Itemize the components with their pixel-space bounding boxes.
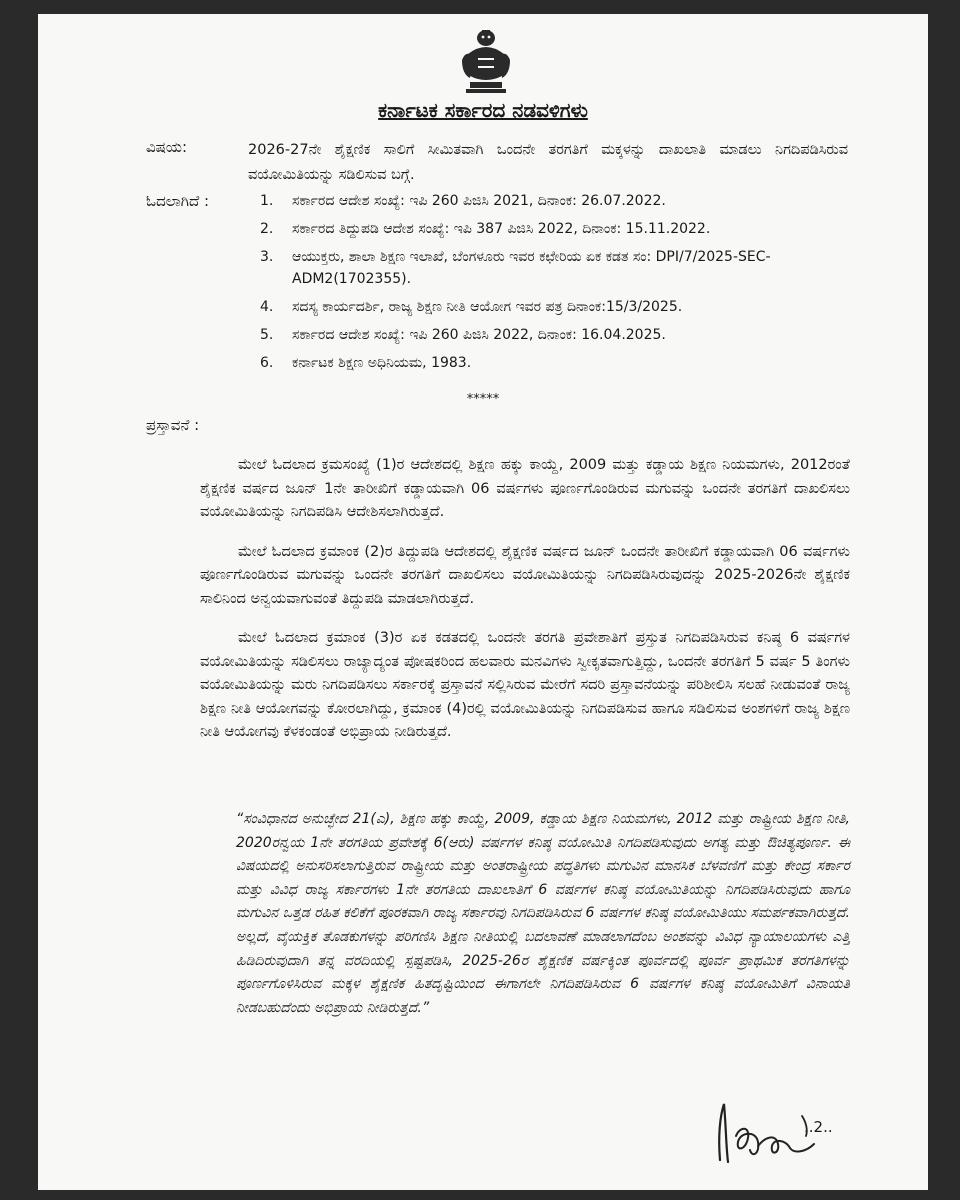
reference-number: 5. <box>260 327 274 343</box>
reference-number: 6. <box>260 355 274 371</box>
preamble-body <box>200 454 850 761</box>
karnataka-emblem-icon <box>456 26 516 96</box>
reference-text: ಕರ್ನಾಟಕ ಶಿಕ್ಷಣ ಅಧಿನಿಯಮ, 1983. <box>292 355 472 371</box>
reference-item <box>260 324 820 346</box>
reference-text: ಸದಸ್ಯ ಕಾರ್ಯದರ್ಶಿ, ರಾಜ್ಯ ಶಿಕ್ಷಣ ನೀತಿ ಆಯೋಗ ಇವರ ಪತ್ರ ದಿನಾಂಕ:15/3/2025. <box>292 299 683 315</box>
reference-text: ಸರ್ಕಾರದ ತಿದ್ದುಪಡಿ ಆದೇಶ ಸಂಖ್ಯೆ: ಇಪಿ 387 ಪಿಜಿಸಿ 2022, ದಿನಾಂಕ: 15.11.2022. <box>292 221 711 237</box>
paragraph: ಮೇಲೆ ಓದಲಾದ ಕ್ರಮಾಂಕ (3)ರ ಏಕ ಕಡತದಲ್ಲಿ ಒಂದನೇ ತರಗತಿ ಪ್ರವೇಶಾತಿಗೆ ಪ್ರಸ್ತುತ ನಿಗದಿಪಡಿಸಿರುವ ಕನಿಷ್ಠ 6 ವರ್ಷಗಳ ವಯೋಮಿತಿಯನ್ನು ಸಡಿಲಿಸಲು ರಾಜ್ಯಾದ್ಯಂತ ಪೋಷಕರಿಂದ ಹಲವಾರು ಮನವಿಗಳು ಸ್ವೀಕೃತವಾಗುತ್ತಿದ್ದು, ಒಂದನೇ ತರಗತಿಗೆ 5 ವರ್ಷ 5 ತಿಂಗಳು ವಯೋಮಿತಿಯನ್ನು ಮರು ನಿಗದಿಪಡಿಸಲು ಸರ್ಕಾರಕ್ಕೆ ಪ್ರಸ್ತಾವನೆ ಸಲ್ಲಿಸಿರುವ ಮೇರೆಗೆ ಸದರಿ ಪ್ರಸ್ತಾವನೆಯನ್ನು ಪರಿಶೀಲಿಸಿ ಸಲಹೆ ನೀಡುವಂತೆ ರಾಜ್ಯ ಶಿಕ್ಷಣ ನೀತಿ ಆಯೋಗವನ್ನು ಕೋರಲಾಗಿದ್ದು, ಕ್ರಮಾಂಕ (4)ರಲ್ಲಿ ವಯೋಮಿತಿಯನ್ನು ನಿಗದಿಪಡಿಸುವ ಹಾಗೂ ಸಡಿಲಿಸುವ ಅಂಶಗಳಿಗೆ ರಾಜ್ಯ ಶಿಕ್ಷಣ ನೀತಿ ಆಯೋಗವು ಕೆಳಕಂಡಂತೆ ಅಭಿಪ್ರಾಯ ನೀಡಿರುತ್ತದೆ. <box>200 630 850 740</box>
page-number: ..2.. <box>804 1118 833 1136</box>
reference-text: ಸರ್ಕಾರದ ಆದೇಶ ಸಂಖ್ಯೆ: ಇಪಿ 260 ಪಿಜಿಸಿ 2021, ದಿನಾಂಕ: 26.07.2022. <box>292 193 666 209</box>
reference-text: ಸರ್ಕಾರದ ಆದೇಶ ಸಂಖ್ಯೆ: ಇಪಿ 260 ಪಿಜಿಸಿ 2022, ದಿನಾಂಕ: 16.04.2025. <box>292 327 666 343</box>
reference-number: 2. <box>260 221 274 237</box>
paragraph: ಮೇಲೆ ಓದಲಾದ ಕ್ರಮಾಂಕ (2)ರ ತಿದ್ದುಪಡಿ ಆದೇಶದಲ್ಲಿ ಶೈಕ್ಷಣಿಕ ವರ್ಷದ ಜೂನ್ ಒಂದನೇ ತಾರೀಖಿಗೆ ಕಡ್ಡಾಯವಾಗಿ 06 ವರ್ಷಗಳು ಪೂರ್ಣಗೊಂಡಿರುವ ಮಗುವನ್ನು ಒಂದನೇ ತರಗತಿಗೆ ದಾಖಲಿಸಲು ವಯೋಮಿತಿಯನ್ನು ನಿಗದಿಪಡಿಸಿರುವುದನ್ನು 2025-2026ನೇ ಶೈಕ್ಷಣಿಕ ಸಾಲಿನಿಂದ ಅನ್ವಯವಾಗುವಂತೆ ತಿದ್ದುಪಡಿ ಮಾಡಲಾಗಿರುತ್ತದೆ. <box>200 543 850 607</box>
subject-text: 2026-27ನೇ ಶೈಕ್ಷಣಿಕ ಸಾಲಿಗೆ ಸೀಮಿತವಾಗಿ ಒಂದನೇ ತರಗತಿಗೆ ಮಕ್ಕಳನ್ನು ದಾಖಲಾತಿ ಮಾಡಲು ನಿಗದಿಪಡಿಸಿರುವ ವಯೋಮಿತಿಯನ್ನು ಸಡಿಲಿಸುವ ಬಗ್ಗೆ. <box>248 142 848 183</box>
reference-item <box>260 352 820 374</box>
paragraph: ಮೇಲೆ ಓದಲಾದ ಕ್ರಮಸಂಖ್ಯೆ (1)ರ ಆದೇಶದಲ್ಲಿ ಶಿಕ್ಷಣ ಹಕ್ಕು ಕಾಯ್ದೆ, 2009 ಮತ್ತು ಕಡ್ಡಾಯ ಶಿಕ್ಷಣ ನಿಯಮಗಳು, 2012ರಂತೆ ಶೈಕ್ಷಣಿಕ ವರ್ಷದ ಜೂನ್ 1ನೇ ತಾರೀಖಿಗೆ ಕಡ್ಡಾಯವಾಗಿ 06 ವರ್ಷಗಳು ಪೂರ್ಣಗೊಂಡಿರುವ ಮಗುವನ್ನು ಒಂದನೇ ತರಗತಿಗೆ ದಾಖಲಿಸಲು ವಯೋಮಿತಿಯನ್ನು ನಿಗದಿಪಡಿಸಿ ಆದೇಶಿಸಲಾಗಿರುತ್ತದೆ. <box>200 457 850 520</box>
preamble-label: ಪ್ರಸ್ತಾವನೆ : <box>146 416 200 434</box>
references-label: ಓದಲಾಗಿದೆ : <box>146 192 210 210</box>
references-list <box>260 190 820 380</box>
reference-item <box>260 218 820 240</box>
reference-item <box>260 296 820 318</box>
reference-item <box>260 190 820 212</box>
commission-opinion-quote: “ಸಂವಿಧಾನದ ಅನುಚ್ಛೇದ 21(ಎ), ಶಿಕ್ಷಣ ಹಕ್ಕು ಕಾಯ್ದೆ, 2009, ಕಡ್ಡಾಯ ಶಿಕ್ಷಣ ನಿಯಮಗಳು, 2012 ಮತ್ತು ರಾಷ್ಟ್ರೀಯ ಶಿಕ್ಷಣ ನೀತಿ, 2020ರನ್ವಯ 1ನೇ ತರಗತಿಯ ಪ್ರವೇಶಕ್ಕೆ 6(ಆರು) ವರ್ಷಗಳ ಕನಿಷ್ಠ ವಯೋಮಿತಿ ನಿಗದಿಪಡಿಸುವುದು ಅಗತ್ಯ ಮತ್ತು ಔಚಿತ್ಯಪೂರ್ಣ. ಈ ವಿಷಯದಲ್ಲಿ ಅನುಸರಿಸಲಾಗುತ್ತಿರುವ ರಾಷ್ಟ್ರೀಯ ಮತ್ತು ಅಂತರಾಷ್ಟ್ರೀಯ ಪದ್ಧತಿಗಳು ಮಗುವಿನ ಮಾನಸಿಕ ಬೆಳವಣಿಗೆ ಮತ್ತು ಕೇಂದ್ರ ಸರ್ಕಾರ ಮತ್ತು ವಿವಿಧ ರಾಜ್ಯ ಸರ್ಕಾರಗಳು 1ನೇ ತರಗತಿಯ ದಾಖಲಾತಿಗೆ 6 ವರ್ಷಗಳ ಕನಿಷ್ಠ ವಯೋಮಿತಿಯನ್ನು ನಿಗದಿಪಡಿಸಿರುವುದು ಹಾಗೂ ಮಗುವಿನ ಒತ್ತಡ ರಹಿತ ಕಲಿಕೆಗೆ ಪೂರಕವಾಗಿ ರಾಜ್ಯ ಸರ್ಕಾರವು ನಿಗದಿಪಡಿಸಿರುವ 6 ವರ್ಷಗಳ ಕನಿಷ್ಠ ವಯೋಮಿತಿಯು ಸಮರ್ಪಕವಾಗಿರುತ್ತದೆ. ಅಲ್ಲದೆ, ವೈಯಕ್ತಿಕ ತೊಡಕುಗಳನ್ನು ಪರಿಗಣಿಸಿ ಶಿಕ್ಷಣ ನೀತಿಯಲ್ಲಿ ಬದಲಾವಣೆ ಮಾಡಲಾಗದೆಂಬ ಅಂಶವನ್ನು ವಿವಿಧ ನ್ಯಾಯಾಲಯಗಳು ಎತ್ತಿ ಹಿಡಿದಿರುವುದಾಗಿ ತನ್ನ ವರದಿಯಲ್ಲಿ ಸ್ಪಷ್ಟಪಡಿಸಿ, 2025-26ರ ಶೈಕ್ಷಣಿಕ ವರ್ಷಕ್ಕಿಂತ ಪೂರ್ವದಲ್ಲಿ ಪೂರ್ವ ಪ್ರಾಥಮಿಕ ತರಗತಿಗಳನ್ನು ಪೂರ್ಣಗೊಳಿಸಿರುವ ಮಕ್ಕಳ ಶೈಕ್ಷಣಿಕ ಹಿತದೃಷ್ಟಿಯಿಂದ ಈಗಾಗಲೇ ನಿಗದಿಪಡಿಸಿರುವ 6 ವರ್ಷಗಳ ಕನಿಷ್ಠ ವಯೋಮಿತಿಗೆ ವಿನಾಯತಿ ನೀಡಬಹುದೆಂದು ಅಭಿಪ್ರಾಯ ನೀಡಿರುತ್ತದೆ.” <box>236 811 850 1016</box>
reference-number: 1. <box>260 193 274 209</box>
reference-text: ಆಯುಕ್ತರು, ಶಾಲಾ ಶಿಕ್ಷಣ ಇಲಾಖೆ, ಬೆಂಗಳೂರು ಇವರ ಕಛೇರಿಯ ಏಕ ಕಡತ ಸಂ: DPI/7/2025-SEC-ADM2(1702355). <box>292 249 771 287</box>
reference-number: 4. <box>260 299 274 315</box>
reference-item <box>260 246 820 290</box>
section-separator: ***** <box>466 392 500 407</box>
reference-number: 3. <box>260 249 274 265</box>
handwritten-signature-icon <box>706 1096 836 1176</box>
document-page <box>38 14 928 1190</box>
document-heading: ಕರ್ನಾಟಕ ಸರ್ಕಾರದ ನಡವಳಿಗಳು <box>378 98 588 122</box>
subject-label: ವಿಷಯ: <box>146 138 187 156</box>
